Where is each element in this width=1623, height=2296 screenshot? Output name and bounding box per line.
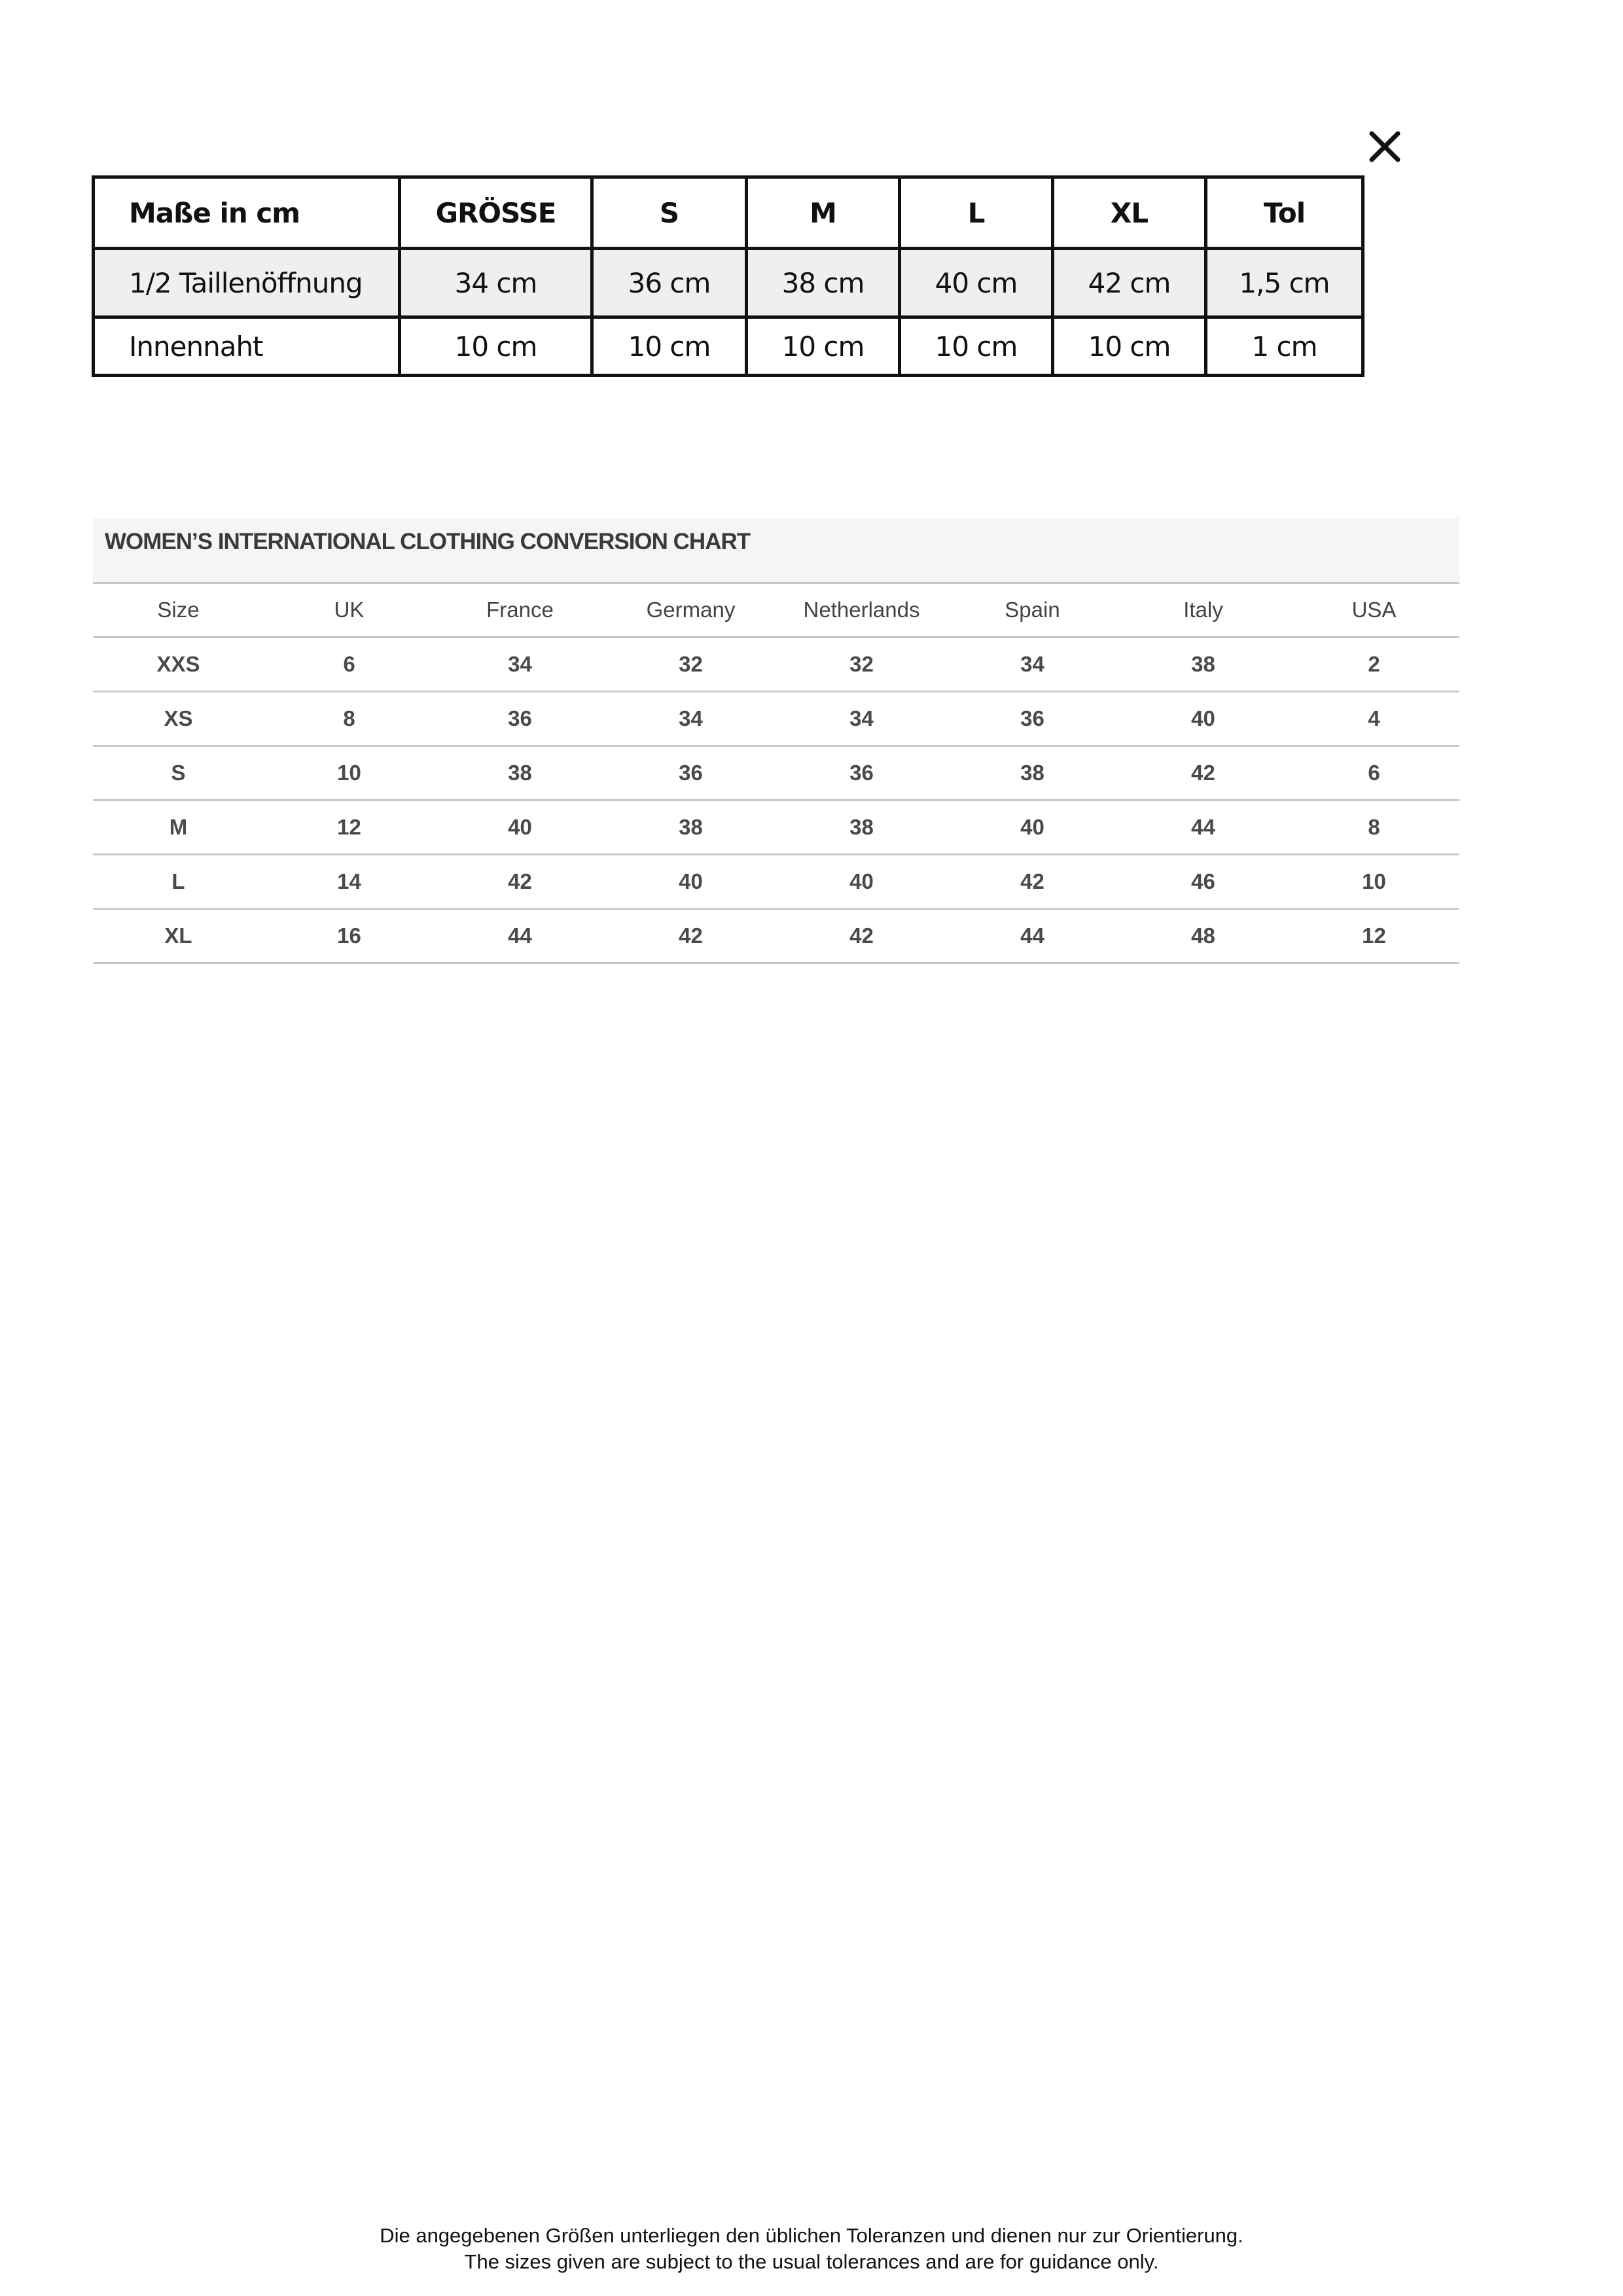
table-cell: 38 [776, 800, 947, 855]
header-cell: Italy [1118, 584, 1289, 637]
table-cell: L [93, 855, 264, 909]
header-cell: XL [1053, 177, 1206, 249]
table-cell: 44 [435, 909, 605, 963]
conversion-chart [93, 518, 1459, 964]
table-row [94, 249, 1363, 317]
table-cell: 38 [435, 746, 605, 800]
table-cell: 40 [435, 800, 605, 855]
table-cell: 34 [435, 637, 605, 692]
table-cell: Innennaht [94, 317, 400, 376]
conversion-header-row [93, 584, 1459, 637]
header-cell: GRÖSSE [400, 177, 592, 249]
table-cell: 40 cm [900, 249, 1053, 317]
measurement-header-row [94, 177, 1363, 249]
table-cell: 8 [1289, 800, 1459, 855]
table-row [93, 637, 1459, 692]
table-cell: 38 [947, 746, 1118, 800]
header-cell: Maße in cm [94, 177, 400, 249]
table-cell: 40 [947, 800, 1118, 855]
header-cell: Spain [947, 584, 1118, 637]
table-row [93, 855, 1459, 909]
conversion-table [93, 584, 1459, 964]
table-cell: 38 cm [747, 249, 900, 317]
table-cell: 6 [264, 637, 435, 692]
table-cell: 38 [605, 800, 776, 855]
table-row [93, 909, 1459, 963]
header-cell: M [747, 177, 900, 249]
table-cell: 10 cm [400, 317, 592, 376]
table-cell: 6 [1289, 746, 1459, 800]
table-cell: 36 [605, 746, 776, 800]
table-row [93, 800, 1459, 855]
header-cell: USA [1289, 584, 1459, 637]
table-cell: 42 [1118, 746, 1289, 800]
table-cell: 12 [1289, 909, 1459, 963]
table-cell: 10 cm [1053, 317, 1206, 376]
table-cell: 10 [264, 746, 435, 800]
table-cell: 40 [776, 855, 947, 909]
table-cell: 14 [264, 855, 435, 909]
table-cell: XL [93, 909, 264, 963]
table-cell: 8 [264, 692, 435, 746]
table-cell: 12 [264, 800, 435, 855]
header-cell: Size [93, 584, 264, 637]
table-cell: 34 [776, 692, 947, 746]
table-cell: 36 [435, 692, 605, 746]
table-cell: 2 [1289, 637, 1459, 692]
table-cell: M [93, 800, 264, 855]
table-cell: 42 [776, 909, 947, 963]
measurement-table [92, 175, 1364, 377]
table-row [94, 317, 1363, 376]
header-cell: UK [264, 584, 435, 637]
table-cell: 42 [435, 855, 605, 909]
table-row [93, 746, 1459, 800]
table-cell: S [93, 746, 264, 800]
table-cell: 32 [605, 637, 776, 692]
table-cell: 34 cm [400, 249, 592, 317]
footer-line-en: The sizes given are subject to the usual tolerances and are for guidance only. [464, 2250, 1159, 2273]
table-cell: 34 [605, 692, 776, 746]
table-cell: 4 [1289, 692, 1459, 746]
header-cell: Germany [605, 584, 776, 637]
table-cell: 46 [1118, 855, 1289, 909]
conversion-chart-title: WOMEN’S INTERNATIONAL CLOTHING CONVERSION CHART [93, 518, 1459, 584]
table-cell: 38 [1118, 637, 1289, 692]
header-cell: Tol [1206, 177, 1363, 249]
table-cell: 44 [947, 909, 1118, 963]
table-cell: XS [93, 692, 264, 746]
close-icon[interactable] [1366, 128, 1403, 165]
header-cell: L [900, 177, 1053, 249]
table-cell: 1 cm [1206, 317, 1363, 376]
table-cell: 10 [1289, 855, 1459, 909]
footer-note [0, 2223, 1623, 2275]
footer-line-de: Die angegebenen Größen unterliegen den üblichen Toleranzen und dienen nur zur Orientierung. [380, 2224, 1243, 2247]
table-cell: 34 [947, 637, 1118, 692]
table-cell: 42 [947, 855, 1118, 909]
table-cell: 36 cm [592, 249, 747, 317]
table-cell: 48 [1118, 909, 1289, 963]
header-cell: Netherlands [776, 584, 947, 637]
table-cell: 42 [605, 909, 776, 963]
table-cell: 44 [1118, 800, 1289, 855]
header-cell: France [435, 584, 605, 637]
table-cell: 10 cm [592, 317, 747, 376]
table-cell: 40 [605, 855, 776, 909]
table-cell: 40 [1118, 692, 1289, 746]
table-cell: 10 cm [747, 317, 900, 376]
header-cell: S [592, 177, 747, 249]
table-cell: XXS [93, 637, 264, 692]
table-cell: 32 [776, 637, 947, 692]
table-cell: 36 [776, 746, 947, 800]
table-row [93, 692, 1459, 746]
table-cell: 42 cm [1053, 249, 1206, 317]
table-cell: 36 [947, 692, 1118, 746]
table-cell: 1/2 Taillenöffnung [94, 249, 400, 317]
table-cell: 10 cm [900, 317, 1053, 376]
table-cell: 16 [264, 909, 435, 963]
table-cell: 1,5 cm [1206, 249, 1363, 317]
